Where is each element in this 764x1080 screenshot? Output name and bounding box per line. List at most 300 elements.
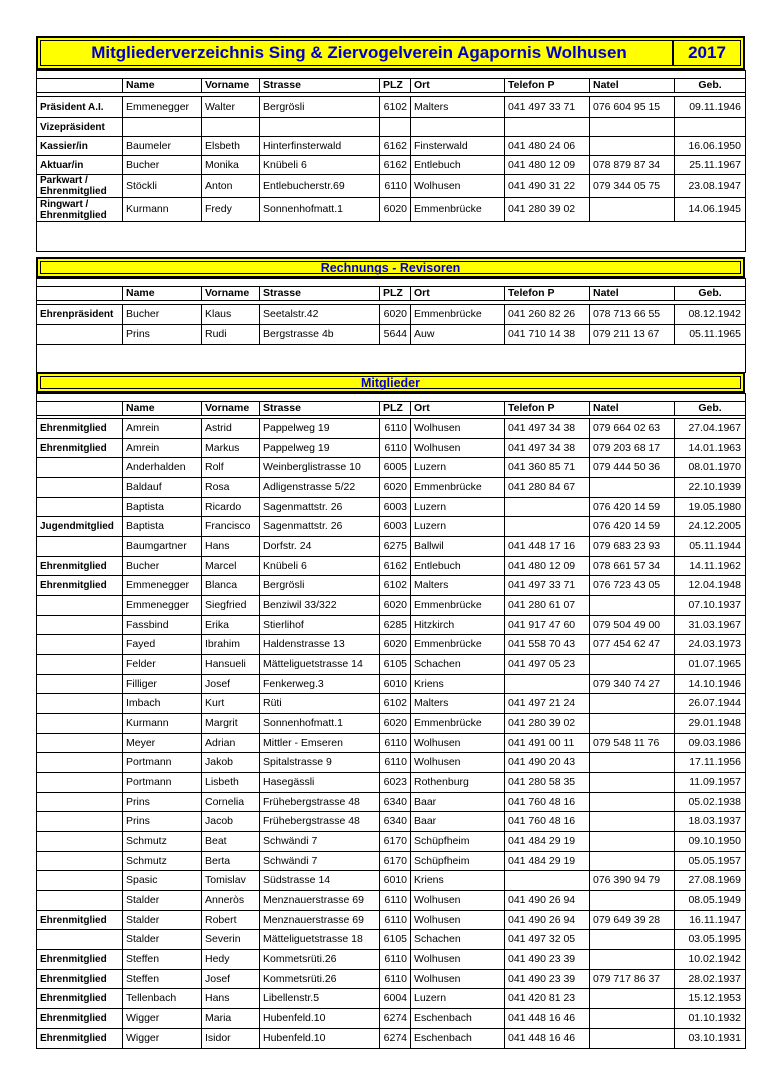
strasse-cell: Südstrasse 14 <box>260 871 380 891</box>
geb-cell: 10.02.1942 <box>675 950 746 970</box>
plz-cell: 6170 <box>380 851 411 871</box>
vorname-cell: Monika <box>202 156 260 175</box>
strasse-cell: Schwändi 7 <box>260 851 380 871</box>
role-cell <box>37 694 123 714</box>
header-vorname: Vorname <box>202 79 260 93</box>
geb-cell: 22.10.1939 <box>675 478 746 498</box>
ort-cell: Wolhusen <box>411 419 505 439</box>
role-cell: Vizepräsident <box>37 118 123 137</box>
table-row <box>37 733 746 753</box>
table-row <box>37 871 746 891</box>
plz-cell: 6003 <box>380 497 411 517</box>
natel-cell: 076 390 94 79 <box>590 871 675 891</box>
geb-cell: 09.03.1986 <box>675 733 746 753</box>
role-cell <box>37 792 123 812</box>
ort-cell: Wolhusen <box>411 910 505 930</box>
natel-cell <box>590 930 675 950</box>
geb-cell <box>675 118 746 137</box>
ort-cell: Eschenbach <box>411 1009 505 1029</box>
natel-cell <box>590 596 675 616</box>
natel-cell: 079 203 68 17 <box>590 438 675 458</box>
strasse-cell: Entlebucherstr.69 <box>260 175 380 198</box>
role-cell <box>37 871 123 891</box>
ort-cell: Kriens <box>411 871 505 891</box>
vorname-cell: Beat <box>202 832 260 852</box>
ort-cell: Malters <box>411 694 505 714</box>
telefon-cell: 041 480 12 09 <box>505 556 590 576</box>
plz-cell: 6020 <box>380 198 411 222</box>
plz-cell: 6102 <box>380 97 411 118</box>
natel-cell: 079 717 86 37 <box>590 969 675 989</box>
ort-cell: Eschenbach <box>411 1028 505 1048</box>
vorname-cell: Adrian <box>202 733 260 753</box>
name-cell: Stalder <box>123 891 202 911</box>
spacer-row <box>37 71 746 79</box>
name-cell <box>123 118 202 137</box>
plz-cell: 6110 <box>380 175 411 198</box>
vorname-cell: Francisco <box>202 517 260 537</box>
strasse-cell: Pappelweg 19 <box>260 419 380 439</box>
role-cell <box>37 635 123 655</box>
role-cell <box>37 325 123 345</box>
strasse-cell: Frühebergstrasse 48 <box>260 812 380 832</box>
table-row <box>37 596 746 616</box>
vorname-cell: Rudi <box>202 325 260 345</box>
telefon-cell: 041 497 34 38 <box>505 419 590 439</box>
table-row <box>37 694 746 714</box>
strasse-cell: Benziwil 33/322 <box>260 596 380 616</box>
role-cell: Ehrenmitglied <box>37 576 123 596</box>
name-cell: Schmutz <box>123 832 202 852</box>
header-row <box>37 79 746 93</box>
name-cell: Steffen <box>123 950 202 970</box>
ort-cell: Baar <box>411 812 505 832</box>
role-cell: Ehrenpräsident <box>37 305 123 325</box>
table-row <box>37 1009 746 1029</box>
vorname-cell: Josef <box>202 969 260 989</box>
role-cell <box>37 714 123 734</box>
table-row <box>37 773 746 793</box>
geb-cell: 09.10.1950 <box>675 832 746 852</box>
name-cell: Prins <box>123 325 202 345</box>
plz-cell: 6275 <box>380 537 411 557</box>
natel-cell <box>590 792 675 812</box>
header-name: Name <box>123 402 202 416</box>
plz-cell: 6285 <box>380 615 411 635</box>
header-vorname: Vorname <box>202 287 260 301</box>
geb-cell: 11.09.1957 <box>675 773 746 793</box>
strasse-cell: Fenkerweg.3 <box>260 674 380 694</box>
name-cell: Baldauf <box>123 478 202 498</box>
header-geb: Geb. <box>675 79 746 93</box>
telefon-cell: 041 480 12 09 <box>505 156 590 175</box>
ort-cell: Wolhusen <box>411 891 505 911</box>
geb-cell: 03.05.1995 <box>675 930 746 950</box>
plz-cell: 6105 <box>380 930 411 950</box>
header-vorname: Vorname <box>202 402 260 416</box>
vorname-cell: Cornelia <box>202 792 260 812</box>
header-plz: PLZ <box>380 402 411 416</box>
natel-cell <box>590 198 675 222</box>
plz-cell: 6023 <box>380 773 411 793</box>
telefon-cell: 041 420 81 23 <box>505 989 590 1009</box>
header-plz: PLZ <box>380 287 411 301</box>
vorname-cell: Robert <box>202 910 260 930</box>
ort-cell: Hitzkirch <box>411 615 505 635</box>
name-cell: Portmann <box>123 753 202 773</box>
geb-cell: 26.07.1944 <box>675 694 746 714</box>
plz-cell: 6162 <box>380 137 411 156</box>
spacer-row <box>37 279 746 287</box>
ort-cell: Auw <box>411 325 505 345</box>
name-cell: Spasic <box>123 871 202 891</box>
header-plz: PLZ <box>380 79 411 93</box>
plz-cell: 6110 <box>380 891 411 911</box>
ort-cell: Luzern <box>411 517 505 537</box>
header-natel: Natel <box>590 402 675 416</box>
role-cell: Ehrenmitglied <box>37 989 123 1009</box>
role-cell <box>37 851 123 871</box>
geb-cell: 05.11.1965 <box>675 325 746 345</box>
plz-cell: 6105 <box>380 655 411 675</box>
telefon-cell: 041 448 17 16 <box>505 537 590 557</box>
role-cell <box>37 891 123 911</box>
table-row <box>37 419 746 439</box>
geb-cell: 24.03.1973 <box>675 635 746 655</box>
natel-cell: 076 420 14 59 <box>590 517 675 537</box>
revisoren-banner <box>36 257 745 278</box>
geb-cell: 12.04.1948 <box>675 576 746 596</box>
role-cell <box>37 497 123 517</box>
geb-cell: 05.05.1957 <box>675 851 746 871</box>
table-row <box>37 714 746 734</box>
vorname-cell: Markus <box>202 438 260 458</box>
role-cell <box>37 733 123 753</box>
plz-cell: 6170 <box>380 832 411 852</box>
ort-cell: Entlebuch <box>411 156 505 175</box>
plz-cell: 6004 <box>380 989 411 1009</box>
vorname-cell: Rosa <box>202 478 260 498</box>
name-cell: Bucher <box>123 556 202 576</box>
vorname-cell: Hans <box>202 537 260 557</box>
telefon-cell: 041 280 39 02 <box>505 198 590 222</box>
geb-cell: 15.12.1953 <box>675 989 746 1009</box>
geb-cell: 23.08.1947 <box>675 175 746 198</box>
header-name: Name <box>123 79 202 93</box>
strasse-cell: Mätteliguetstrasse 18 <box>260 930 380 950</box>
name-cell: Baumeler <box>123 137 202 156</box>
strasse-cell: Sonnenhofmatt.1 <box>260 198 380 222</box>
name-cell: Portmann <box>123 773 202 793</box>
ort-cell: Schüpfheim <box>411 832 505 852</box>
natel-cell <box>590 137 675 156</box>
vorname-cell: Isidor <box>202 1028 260 1048</box>
role-cell <box>37 655 123 675</box>
strasse-cell: Bergstrasse 4b <box>260 325 380 345</box>
table-row <box>37 1028 746 1048</box>
telefon-cell <box>505 497 590 517</box>
plz-cell: 6110 <box>380 733 411 753</box>
vorstand-table <box>36 70 746 252</box>
telefon-cell: 041 490 23 39 <box>505 969 590 989</box>
name-cell: Prins <box>123 792 202 812</box>
header-ort: Ort <box>411 79 505 93</box>
role-cell <box>37 537 123 557</box>
natel-cell <box>590 950 675 970</box>
strasse-cell: Rüti <box>260 694 380 714</box>
name-cell: Imbach <box>123 694 202 714</box>
strasse-cell: Sagenmattstr. 26 <box>260 517 380 537</box>
name-cell: Schmutz <box>123 851 202 871</box>
strasse-cell: Hubenfeld.10 <box>260 1009 380 1029</box>
header-strasse: Strasse <box>260 79 380 93</box>
ort-cell: Wolhusen <box>411 175 505 198</box>
plz-cell: 6020 <box>380 714 411 734</box>
geb-cell: 14.10.1946 <box>675 674 746 694</box>
vorname-cell: Fredy <box>202 198 260 222</box>
plz-cell: 6020 <box>380 596 411 616</box>
table-row <box>37 156 746 175</box>
strasse-cell: Hinterfinsterwald <box>260 137 380 156</box>
name-cell: Meyer <box>123 733 202 753</box>
telefon-cell <box>505 118 590 137</box>
ort-cell: Emmenbrücke <box>411 198 505 222</box>
ort-cell: Emmenbrücke <box>411 478 505 498</box>
role-cell <box>37 615 123 635</box>
vorname-cell: Rolf <box>202 458 260 478</box>
mitglieder-table <box>36 393 746 1049</box>
natel-cell: 079 683 23 93 <box>590 537 675 557</box>
ort-cell: Emmenbrücke <box>411 635 505 655</box>
name-cell: Wigger <box>123 1028 202 1048</box>
natel-cell: 079 344 05 75 <box>590 175 675 198</box>
table-row <box>37 478 746 498</box>
table-row <box>37 891 746 911</box>
natel-cell <box>590 1028 675 1048</box>
ort-cell: Schachen <box>411 930 505 950</box>
natel-cell <box>590 773 675 793</box>
table-row <box>37 438 746 458</box>
strasse-cell: Dorfstr. 24 <box>260 537 380 557</box>
telefon-cell: 041 490 26 94 <box>505 891 590 911</box>
telefon-cell: 041 917 47 60 <box>505 615 590 635</box>
geb-cell: 01.07.1965 <box>675 655 746 675</box>
plz-cell: 6102 <box>380 694 411 714</box>
table-row <box>37 655 746 675</box>
vorname-cell: Kurt <box>202 694 260 714</box>
table-row <box>37 198 746 222</box>
telefon-cell: 041 490 23 39 <box>505 950 590 970</box>
header-empty <box>37 79 123 93</box>
vorname-cell: Tomislav <box>202 871 260 891</box>
strasse-cell: Haldenstrasse 13 <box>260 635 380 655</box>
header-empty <box>37 287 123 301</box>
ort-cell: Emmenbrücke <box>411 714 505 734</box>
table-row <box>37 517 746 537</box>
role-cell: Ehrenmitglied <box>37 950 123 970</box>
strasse-cell: Libellenstr.5 <box>260 989 380 1009</box>
document-title: Mitgliederverzeichnis Sing & Ziervogelverein Agapornis Wolhusen <box>91 43 627 62</box>
natel-cell <box>590 478 675 498</box>
header-strasse: Strasse <box>260 402 380 416</box>
table-row <box>37 615 746 635</box>
name-cell: Tellenbach <box>123 989 202 1009</box>
header-natel: Natel <box>590 287 675 301</box>
geb-cell: 31.03.1967 <box>675 615 746 635</box>
strasse-cell: Stierlihof <box>260 615 380 635</box>
geb-cell: 08.05.1949 <box>675 891 746 911</box>
spacer-row <box>37 345 746 373</box>
telefon-cell: 041 280 84 67 <box>505 478 590 498</box>
telefon-cell: 041 491 00 11 <box>505 733 590 753</box>
geb-cell: 08.01.1970 <box>675 458 746 478</box>
mitglieder-title: Mitglieder <box>360 375 421 390</box>
natel-cell <box>590 655 675 675</box>
natel-cell: 076 723 43 05 <box>590 576 675 596</box>
strasse-cell <box>260 118 380 137</box>
table-row <box>37 97 746 118</box>
strasse-cell: Hubenfeld.10 <box>260 1028 380 1048</box>
plz-cell: 6020 <box>380 478 411 498</box>
natel-cell: 077 454 62 47 <box>590 635 675 655</box>
plz-cell: 6020 <box>380 305 411 325</box>
name-cell: Stalder <box>123 930 202 950</box>
name-cell: Fassbind <box>123 615 202 635</box>
plz-cell: 6110 <box>380 950 411 970</box>
plz-cell <box>380 118 411 137</box>
natel-cell: 079 504 49 00 <box>590 615 675 635</box>
table-row <box>37 792 746 812</box>
geb-cell: 27.08.1969 <box>675 871 746 891</box>
plz-cell: 6274 <box>380 1028 411 1048</box>
strasse-cell: Menznauerstrasse 69 <box>260 910 380 930</box>
table-row <box>37 674 746 694</box>
header-row <box>37 287 746 301</box>
telefon-cell: 041 484 29 19 <box>505 851 590 871</box>
telefon-cell <box>505 674 590 694</box>
plz-cell: 6110 <box>380 969 411 989</box>
telefon-cell: 041 280 58 35 <box>505 773 590 793</box>
role-cell: Jugendmitglied <box>37 517 123 537</box>
strasse-cell: Mittler - Emseren <box>260 733 380 753</box>
plz-cell: 5644 <box>380 325 411 345</box>
role-cell: Ringwart / Ehrenmitglied <box>37 198 123 222</box>
vorname-cell: Maria <box>202 1009 260 1029</box>
name-cell: Amrein <box>123 438 202 458</box>
name-cell: Emmenegger <box>123 596 202 616</box>
telefon-cell: 041 280 61 07 <box>505 596 590 616</box>
name-cell: Filliger <box>123 674 202 694</box>
natel-cell <box>590 118 675 137</box>
revisoren-table <box>36 278 746 373</box>
telefon-cell: 041 484 29 19 <box>505 832 590 852</box>
spacer-row <box>37 222 746 252</box>
name-cell: Prins <box>123 812 202 832</box>
vorname-cell: Margrit <box>202 714 260 734</box>
header-empty <box>37 402 123 416</box>
telefon-cell: 041 497 05 23 <box>505 655 590 675</box>
role-cell <box>37 930 123 950</box>
strasse-cell: Adligenstrasse 5/22 <box>260 478 380 498</box>
natel-cell: 078 879 87 34 <box>590 156 675 175</box>
table-row <box>37 537 746 557</box>
table-row <box>37 635 746 655</box>
vorname-cell: Berta <box>202 851 260 871</box>
geb-cell: 01.10.1932 <box>675 1009 746 1029</box>
role-cell <box>37 812 123 832</box>
geb-cell: 16.06.1950 <box>675 137 746 156</box>
table-row <box>37 832 746 852</box>
natel-cell <box>590 1009 675 1029</box>
geb-cell: 14.11.1962 <box>675 556 746 576</box>
role-cell: Aktuar/in <box>37 156 123 175</box>
natel-cell: 076 604 95 15 <box>590 97 675 118</box>
role-cell <box>37 596 123 616</box>
vorname-cell: Siegfried <box>202 596 260 616</box>
header-ort: Ort <box>411 287 505 301</box>
telefon-cell: 041 260 82 26 <box>505 305 590 325</box>
geb-cell: 18.03.1937 <box>675 812 746 832</box>
ort-cell: Malters <box>411 576 505 596</box>
strasse-cell: Knübeli 6 <box>260 556 380 576</box>
natel-cell: 076 420 14 59 <box>590 497 675 517</box>
name-cell: Emmenegger <box>123 576 202 596</box>
role-cell: Ehrenmitglied <box>37 556 123 576</box>
strasse-cell: Hasegässli <box>260 773 380 793</box>
geb-cell: 05.02.1938 <box>675 792 746 812</box>
name-cell: Emmenegger <box>123 97 202 118</box>
plz-cell: 6162 <box>380 556 411 576</box>
name-cell: Stöckli <box>123 175 202 198</box>
vorname-cell: Anton <box>202 175 260 198</box>
table-row <box>37 950 746 970</box>
telefon-cell: 041 490 31 22 <box>505 175 590 198</box>
role-cell <box>37 674 123 694</box>
geb-cell: 19.05.1980 <box>675 497 746 517</box>
mitglieder-banner <box>36 372 745 393</box>
vorname-cell: Elsbeth <box>202 137 260 156</box>
strasse-cell: Bergrösli <box>260 97 380 118</box>
telefon-cell <box>505 871 590 891</box>
header-geb: Geb. <box>675 402 746 416</box>
telefon-cell: 041 497 33 71 <box>505 576 590 596</box>
ort-cell: Wolhusen <box>411 438 505 458</box>
vorname-cell: Hedy <box>202 950 260 970</box>
telefon-cell: 041 360 85 71 <box>505 458 590 478</box>
strasse-cell: Schwändi 7 <box>260 832 380 852</box>
geb-cell: 17.11.1956 <box>675 753 746 773</box>
natel-cell <box>590 989 675 1009</box>
strasse-cell: Sagenmattstr. 26 <box>260 497 380 517</box>
revisoren-title: Rechnungs - Revisoren <box>320 260 461 275</box>
header-telefon: Telefon P <box>505 402 590 416</box>
plz-cell: 6010 <box>380 674 411 694</box>
ort-cell: Luzern <box>411 989 505 1009</box>
telefon-cell: 041 497 34 38 <box>505 438 590 458</box>
telefon-cell: 041 497 21 24 <box>505 694 590 714</box>
ort-cell: Emmenbrücke <box>411 596 505 616</box>
ort-cell: Wolhusen <box>411 969 505 989</box>
name-cell: Baumgartner <box>123 537 202 557</box>
natel-cell: 079 340 74 27 <box>590 674 675 694</box>
role-cell <box>37 832 123 852</box>
geb-cell: 08.12.1942 <box>675 305 746 325</box>
plz-cell: 6110 <box>380 910 411 930</box>
strasse-cell: Frühebergstrasse 48 <box>260 792 380 812</box>
telefon-cell: 041 558 70 43 <box>505 635 590 655</box>
vorname-cell <box>202 118 260 137</box>
role-cell: Ehrenmitglied <box>37 419 123 439</box>
